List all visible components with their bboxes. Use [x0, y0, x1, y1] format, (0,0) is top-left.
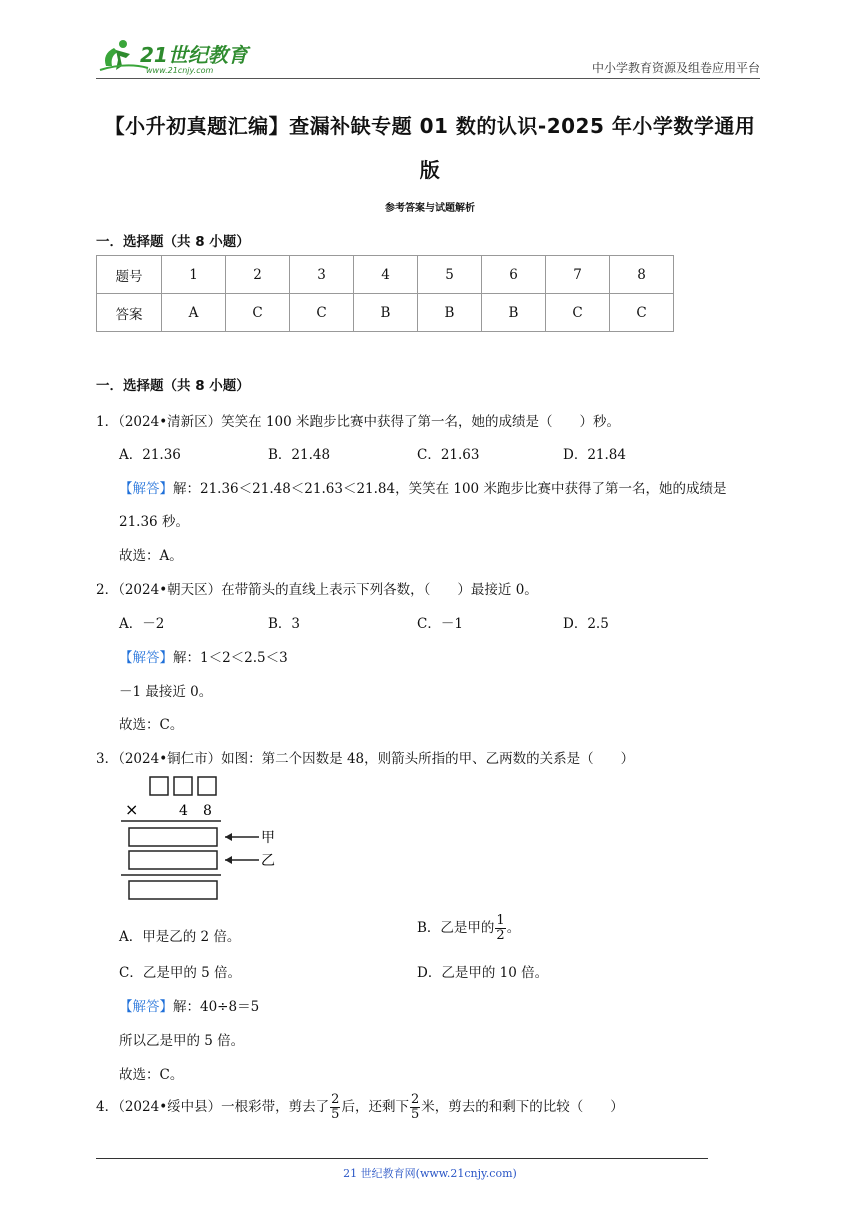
- question-2-stem: 2．（2024•朝天区）在带箭头的直线上表示下列各数，（ ）最接近 0。: [96, 582, 538, 598]
- q1-option-c: C．21.63: [417, 447, 480, 463]
- header-divider: [96, 78, 760, 79]
- q3-choice: 故选：C。: [119, 1067, 184, 1083]
- table-cell: C: [290, 294, 354, 332]
- solution-tag: 【解答】: [119, 481, 173, 497]
- fraction-one-half: $\frac{1}{2}$: [496, 913, 505, 943]
- table-cell: 3: [290, 256, 354, 294]
- table-cell: 7: [546, 256, 610, 294]
- platform-name: 中小学教育资源及组卷应用平台: [591, 61, 760, 75]
- label-jia: 甲: [261, 830, 275, 846]
- fraction-two-fifths: $\frac{2}{5}$: [410, 1092, 420, 1122]
- times-sign: ×: [125, 800, 139, 819]
- table-cell: 题号: [97, 256, 162, 294]
- table-cell: A: [162, 294, 226, 332]
- footer-link[interactable]: 21 世纪教育网(www.21cnjy.com): [343, 1167, 517, 1180]
- q1-option-b: B．21.48: [268, 447, 331, 463]
- question-1-stem: 1．（2024•清新区）笑笑在 100 米跑步比赛中获得了第一名，她的成绩是（ ）秒。: [96, 414, 621, 430]
- q1-option-a: A．21.36: [119, 447, 181, 463]
- title-line-1: 【小升初真题汇编】查漏补缺专题 01 数的认识-2025 年小学数学通用: [104, 114, 756, 138]
- answer-table: [96, 255, 674, 332]
- q3-solution: [119, 995, 259, 1015]
- solution-tag: 【解答】: [119, 650, 173, 666]
- q3-solution-text: 解：40÷8＝5: [173, 999, 260, 1015]
- product-box: [129, 881, 217, 899]
- q1-solution-cont: 21.36 秒。: [119, 514, 189, 530]
- arrow-icon: [225, 856, 232, 864]
- q1-solution-text: 解：21.36＜21.48＜21.63＜21.84，笑笑在 100 米跑步比赛中获得了第一名，她的成绩是: [173, 481, 727, 497]
- solution-tag: 【解答】: [119, 999, 173, 1015]
- q3-solution-cont: 所以乙是甲的 5 倍。: [119, 1033, 245, 1049]
- digit-box: [174, 777, 192, 795]
- table-cell: C: [610, 294, 674, 332]
- table-cell: 5: [418, 256, 482, 294]
- question-4-stem: 4．（2024•绥中县）一根彩带，剪去了 $\frac{2}{5}$ 后，还剩下 $\frac{2}{5}$ 米，剪去的和剩下的比较（ ）: [96, 1092, 624, 1122]
- q3-option-c: C．乙是甲的 5 倍。: [119, 965, 242, 981]
- table-cell: C: [226, 294, 290, 332]
- table-row-question-numbers: [97, 256, 674, 294]
- q2-solution-cont: －1 最接近 0。: [119, 684, 213, 700]
- q3-option-a: A．甲是乙的 2 倍。: [119, 929, 241, 945]
- table-cell: 6: [482, 256, 546, 294]
- q3-option-b: B．乙是甲的 $\frac{1}{2}$ 。: [417, 913, 521, 943]
- label-yi: 乙: [261, 853, 275, 869]
- multiplication-diagram: [119, 775, 277, 901]
- table-cell: B: [482, 294, 546, 332]
- q2-option-d: D．2.5: [563, 616, 609, 632]
- q2-choice: 故选：C。: [119, 717, 184, 733]
- arrow-icon: [225, 833, 232, 841]
- multiplier-digit: 4: [179, 803, 188, 819]
- digit-box: [198, 777, 216, 795]
- logo-text: 21世纪教育: [140, 43, 248, 67]
- digit-box: [150, 777, 168, 795]
- table-cell: 2: [226, 256, 290, 294]
- document-title: [96, 104, 764, 192]
- q3-option-d: D．乙是甲的 10 倍。: [417, 965, 549, 981]
- title-line-2: 版: [419, 158, 441, 182]
- table-cell: 答案: [97, 294, 162, 332]
- q1-solution: [119, 477, 726, 497]
- section-2-heading: 一．选择题（共 8 小题）: [96, 378, 250, 394]
- table-cell: 1: [162, 256, 226, 294]
- table-row-answers: [97, 294, 674, 332]
- q2-option-a: A．－2: [119, 616, 165, 632]
- q2-solution-text: 解：1＜2＜2.5＜3: [173, 650, 288, 666]
- partial-product-box: [129, 828, 217, 846]
- table-cell: 4: [354, 256, 418, 294]
- fraction-two-fifths: $\frac{2}{5}$: [331, 1092, 340, 1122]
- logo-url: www.21cnjy.com: [146, 66, 214, 75]
- table-cell: 8: [610, 256, 674, 294]
- q2-option-b: B．3: [268, 616, 301, 632]
- table-cell: B: [418, 294, 482, 332]
- q2-option-c: C．－1: [417, 616, 463, 632]
- table-cell: C: [546, 294, 610, 332]
- q1-option-d: D．21.84: [563, 447, 626, 463]
- partial-product-box: [129, 851, 217, 869]
- multiplier-digit: 8: [203, 803, 212, 819]
- question-3-stem: 3．（2024•铜仁市）如图：第二个因数是 48，则箭头所指的甲、乙两数的关系是（ ）: [96, 751, 635, 767]
- 21cnjy-logo: [96, 36, 296, 76]
- section-1-heading: 一．选择题（共 8 小题）: [96, 234, 250, 250]
- q2-solution: [119, 646, 288, 666]
- page-header: [96, 36, 760, 78]
- table-cell: B: [354, 294, 418, 332]
- footer-divider: [96, 1158, 708, 1159]
- subtitle: 参考答案与试题解析: [385, 203, 475, 214]
- q1-choice: 故选：A。: [119, 548, 183, 564]
